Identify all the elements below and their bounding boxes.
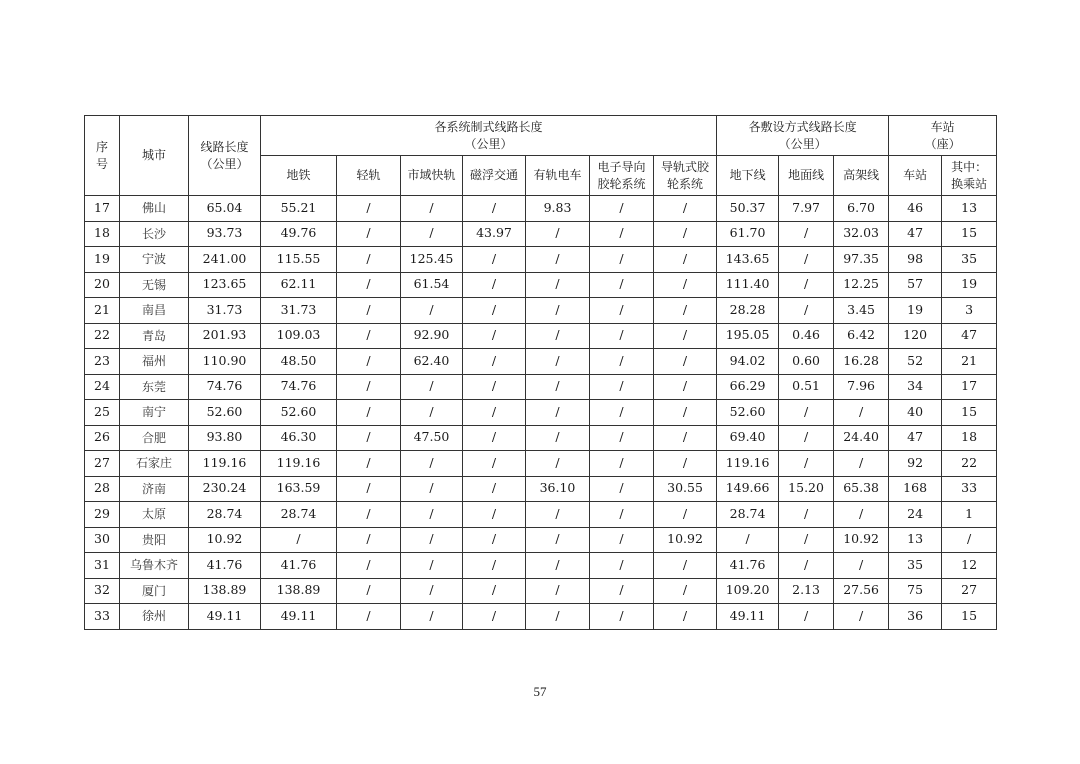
row-city: 青岛 xyxy=(120,323,189,349)
header-transfer: 其中： 换乘站 xyxy=(942,156,997,196)
table-cell: 98 xyxy=(889,247,942,273)
table-row xyxy=(85,425,997,451)
row-seq: 32 xyxy=(85,578,120,604)
table-cell: / xyxy=(401,298,463,324)
row-city: 福州 xyxy=(120,349,189,375)
table-cell: 49.76 xyxy=(261,221,337,247)
table-cell: / xyxy=(463,196,526,222)
table-cell: 30.55 xyxy=(654,476,717,502)
table-cell: / xyxy=(337,502,401,528)
table-cell: 47 xyxy=(942,323,997,349)
table-cell: / xyxy=(337,374,401,400)
table-cell: 35 xyxy=(889,553,942,579)
header-city: 城市 xyxy=(120,116,189,196)
table-cell: / xyxy=(337,425,401,451)
table-cell: 43.97 xyxy=(463,221,526,247)
row-seq: 25 xyxy=(85,400,120,426)
table-row xyxy=(85,374,997,400)
row-seq: 33 xyxy=(85,604,120,630)
header-length: 线路长度 （公里） xyxy=(189,116,261,196)
header-metro: 地铁 xyxy=(261,156,337,196)
table-cell: / xyxy=(337,349,401,375)
header-elevated: 高架线 xyxy=(834,156,889,196)
table-cell: 62.40 xyxy=(401,349,463,375)
row-city: 徐州 xyxy=(120,604,189,630)
table-cell: 41.76 xyxy=(717,553,779,579)
table-cell: 143.65 xyxy=(717,247,779,273)
table-row xyxy=(85,272,997,298)
table-cell: 149.66 xyxy=(717,476,779,502)
table-cell: / xyxy=(337,196,401,222)
table-cell: / xyxy=(463,298,526,324)
table-body xyxy=(85,196,997,630)
table-cell: 46 xyxy=(889,196,942,222)
table-cell: 10.92 xyxy=(189,527,261,553)
table-cell: / xyxy=(401,221,463,247)
row-seq: 23 xyxy=(85,349,120,375)
table-cell: 9.83 xyxy=(526,196,590,222)
table-cell: 97.35 xyxy=(834,247,889,273)
table-cell: / xyxy=(337,578,401,604)
table-cell: 92.90 xyxy=(401,323,463,349)
row-seq: 27 xyxy=(85,451,120,477)
table-cell: / xyxy=(779,502,834,528)
table-cell: / xyxy=(590,476,654,502)
table-cell: / xyxy=(654,272,717,298)
table-cell: 22 xyxy=(942,451,997,477)
header-system-group: 各系统制式线路长度 （公里） xyxy=(261,116,717,156)
table-cell: 109.03 xyxy=(261,323,337,349)
table-cell: 15.20 xyxy=(779,476,834,502)
table-cell: 62.11 xyxy=(261,272,337,298)
table-cell: 31.73 xyxy=(189,298,261,324)
table-cell: 93.80 xyxy=(189,425,261,451)
table-cell: / xyxy=(337,527,401,553)
table-cell: / xyxy=(337,247,401,273)
table-cell: 6.70 xyxy=(834,196,889,222)
table-cell: / xyxy=(654,349,717,375)
header-rubber: 导轨式胶 轮系统 xyxy=(654,156,717,196)
header-ground: 地面线 xyxy=(779,156,834,196)
table-cell: 36 xyxy=(889,604,942,630)
table-cell: / xyxy=(526,578,590,604)
table-cell: 241.00 xyxy=(189,247,261,273)
table-cell: 47 xyxy=(889,425,942,451)
table-cell: 163.59 xyxy=(261,476,337,502)
table-row xyxy=(85,349,997,375)
row-city: 南昌 xyxy=(120,298,189,324)
header-guided: 电子导向 胶轮系统 xyxy=(590,156,654,196)
table-row xyxy=(85,196,997,222)
table-cell: / xyxy=(526,298,590,324)
table-cell: / xyxy=(526,221,590,247)
table-cell: 75 xyxy=(889,578,942,604)
table-cell: / xyxy=(779,527,834,553)
row-seq: 18 xyxy=(85,221,120,247)
table-cell: / xyxy=(401,451,463,477)
table-cell: 93.73 xyxy=(189,221,261,247)
table-cell: / xyxy=(463,527,526,553)
table-cell: 0.60 xyxy=(779,349,834,375)
table-cell: / xyxy=(590,553,654,579)
header-layout-group: 各敷设方式线路长度 （公里） xyxy=(717,116,889,156)
header-suburban: 市域快轨 xyxy=(401,156,463,196)
header-underground: 地下线 xyxy=(717,156,779,196)
table-cell: 31.73 xyxy=(261,298,337,324)
table-cell: / xyxy=(654,221,717,247)
table-cell: 61.70 xyxy=(717,221,779,247)
table-cell: / xyxy=(654,247,717,273)
table-cell: 28.74 xyxy=(717,502,779,528)
table-cell: 40 xyxy=(889,400,942,426)
table-cell: 109.20 xyxy=(717,578,779,604)
table-cell: / xyxy=(590,298,654,324)
table-cell: / xyxy=(401,400,463,426)
table-cell: / xyxy=(401,604,463,630)
table-cell: / xyxy=(463,604,526,630)
table-cell: 111.40 xyxy=(717,272,779,298)
table-cell: 18 xyxy=(942,425,997,451)
table-cell: 13 xyxy=(889,527,942,553)
table-cell: 24.40 xyxy=(834,425,889,451)
table-cell: 21 xyxy=(942,349,997,375)
table-cell: 125.45 xyxy=(401,247,463,273)
table-cell: 28.74 xyxy=(189,502,261,528)
table-cell: 12.25 xyxy=(834,272,889,298)
row-seq: 26 xyxy=(85,425,120,451)
table-cell: 15 xyxy=(942,221,997,247)
table-cell: 35 xyxy=(942,247,997,273)
row-seq: 20 xyxy=(85,272,120,298)
table-cell: 0.46 xyxy=(779,323,834,349)
table-cell: 57 xyxy=(889,272,942,298)
table-cell: 3 xyxy=(942,298,997,324)
table-header xyxy=(85,116,997,196)
table-cell: 28.28 xyxy=(717,298,779,324)
table-row xyxy=(85,400,997,426)
table-cell: 10.92 xyxy=(834,527,889,553)
row-city: 佛山 xyxy=(120,196,189,222)
table-cell: 34 xyxy=(889,374,942,400)
table-cell: / xyxy=(526,323,590,349)
header-seq: 序 号 xyxy=(85,116,120,196)
table-cell: 49.11 xyxy=(261,604,337,630)
table-cell: 74.76 xyxy=(189,374,261,400)
header-tram: 有轨电车 xyxy=(526,156,590,196)
table-cell: / xyxy=(463,323,526,349)
table-cell: / xyxy=(779,247,834,273)
table-cell: / xyxy=(526,527,590,553)
table-cell: / xyxy=(463,578,526,604)
table-cell: / xyxy=(779,221,834,247)
table-cell: 65.38 xyxy=(834,476,889,502)
table-cell: / xyxy=(526,247,590,273)
table-cell: / xyxy=(779,298,834,324)
table-cell: 0.51 xyxy=(779,374,834,400)
table-cell: 52.60 xyxy=(717,400,779,426)
table-row xyxy=(85,476,997,502)
table-cell: 12 xyxy=(942,553,997,579)
table-cell: 1 xyxy=(942,502,997,528)
table-cell: 94.02 xyxy=(717,349,779,375)
table-cell: / xyxy=(654,451,717,477)
table-cell: / xyxy=(463,400,526,426)
table-cell: 36.10 xyxy=(526,476,590,502)
table-cell: / xyxy=(942,527,997,553)
table-cell: / xyxy=(590,502,654,528)
table-cell: / xyxy=(834,553,889,579)
table-cell: / xyxy=(590,323,654,349)
table-cell: / xyxy=(654,425,717,451)
table-cell: 119.16 xyxy=(189,451,261,477)
table-cell: 6.42 xyxy=(834,323,889,349)
table-cell: 230.24 xyxy=(189,476,261,502)
table-cell: / xyxy=(401,374,463,400)
table-cell: / xyxy=(337,604,401,630)
table-cell: 7.96 xyxy=(834,374,889,400)
row-city: 宁波 xyxy=(120,247,189,273)
row-city: 贵阳 xyxy=(120,527,189,553)
table-cell: / xyxy=(779,553,834,579)
table-cell: 48.50 xyxy=(261,349,337,375)
table-cell: / xyxy=(526,604,590,630)
table-cell: 16.28 xyxy=(834,349,889,375)
row-city: 太原 xyxy=(120,502,189,528)
header-light-rail: 轻轨 xyxy=(337,156,401,196)
table-row xyxy=(85,247,997,273)
table-cell: / xyxy=(463,502,526,528)
table-cell: 46.30 xyxy=(261,425,337,451)
table-cell: 27.56 xyxy=(834,578,889,604)
table-cell: 49.11 xyxy=(189,604,261,630)
table-cell: 92 xyxy=(889,451,942,477)
page-number: 57 xyxy=(533,684,547,699)
table-cell: 61.54 xyxy=(401,272,463,298)
table-cell: / xyxy=(590,221,654,247)
row-city: 长沙 xyxy=(120,221,189,247)
table-cell: 115.55 xyxy=(261,247,337,273)
table-cell: / xyxy=(654,553,717,579)
table-cell: 119.16 xyxy=(717,451,779,477)
table-cell: / xyxy=(590,527,654,553)
table-cell: / xyxy=(526,425,590,451)
table-cell: 52.60 xyxy=(189,400,261,426)
row-seq: 29 xyxy=(85,502,120,528)
table-cell: / xyxy=(834,451,889,477)
table-cell: / xyxy=(401,578,463,604)
row-seq: 28 xyxy=(85,476,120,502)
table-cell: 168 xyxy=(889,476,942,502)
table-cell: / xyxy=(654,196,717,222)
table-cell: / xyxy=(654,323,717,349)
table-cell: / xyxy=(401,553,463,579)
table-cell: 47 xyxy=(889,221,942,247)
table-cell: 50.37 xyxy=(717,196,779,222)
table-cell: 201.93 xyxy=(189,323,261,349)
table-cell: / xyxy=(401,527,463,553)
table-cell: 120 xyxy=(889,323,942,349)
row-seq: 22 xyxy=(85,323,120,349)
table-cell: / xyxy=(654,298,717,324)
table-cell: 66.29 xyxy=(717,374,779,400)
table-cell: / xyxy=(590,374,654,400)
table-cell: / xyxy=(526,374,590,400)
table-cell: 55.21 xyxy=(261,196,337,222)
urban-rail-table xyxy=(84,115,997,630)
table-cell: / xyxy=(463,374,526,400)
table-cell: 65.04 xyxy=(189,196,261,222)
table-cell: / xyxy=(401,502,463,528)
table-cell: / xyxy=(654,374,717,400)
table-cell: / xyxy=(779,425,834,451)
table-cell: / xyxy=(337,272,401,298)
table-cell: / xyxy=(779,400,834,426)
table-row xyxy=(85,451,997,477)
table-cell: 10.92 xyxy=(654,527,717,553)
table-row xyxy=(85,527,997,553)
table-cell: 52 xyxy=(889,349,942,375)
table-row xyxy=(85,221,997,247)
table-cell: / xyxy=(590,451,654,477)
table-cell: / xyxy=(717,527,779,553)
row-seq: 19 xyxy=(85,247,120,273)
table-cell: 119.16 xyxy=(261,451,337,477)
row-city: 石家庄 xyxy=(120,451,189,477)
table-cell: 69.40 xyxy=(717,425,779,451)
table-cell: / xyxy=(526,272,590,298)
table-cell: / xyxy=(590,425,654,451)
table-cell: / xyxy=(401,476,463,502)
table-cell: / xyxy=(261,527,337,553)
table-cell: / xyxy=(463,349,526,375)
row-seq: 21 xyxy=(85,298,120,324)
table-row xyxy=(85,578,997,604)
table-cell: / xyxy=(590,349,654,375)
table-cell: 19 xyxy=(889,298,942,324)
row-city: 济南 xyxy=(120,476,189,502)
table-cell: 15 xyxy=(942,400,997,426)
table-row xyxy=(85,604,997,630)
table-cell: 27 xyxy=(942,578,997,604)
table-cell: 138.89 xyxy=(189,578,261,604)
table-cell: / xyxy=(590,400,654,426)
table-cell: / xyxy=(526,400,590,426)
table-cell: / xyxy=(654,502,717,528)
table-cell: / xyxy=(590,247,654,273)
table-cell: 24 xyxy=(889,502,942,528)
table-cell: / xyxy=(337,451,401,477)
table-cell: 49.11 xyxy=(717,604,779,630)
table-cell: 7.97 xyxy=(779,196,834,222)
row-city: 南宁 xyxy=(120,400,189,426)
header-station-group: 车站 （座） xyxy=(889,116,997,156)
table-cell: / xyxy=(590,578,654,604)
table-cell: / xyxy=(337,298,401,324)
table-row xyxy=(85,553,997,579)
row-city: 东莞 xyxy=(120,374,189,400)
row-seq: 24 xyxy=(85,374,120,400)
table-cell: 138.89 xyxy=(261,578,337,604)
table-cell: / xyxy=(463,247,526,273)
row-city: 厦门 xyxy=(120,578,189,604)
row-seq: 30 xyxy=(85,527,120,553)
table-cell: 47.50 xyxy=(401,425,463,451)
table-cell: / xyxy=(463,272,526,298)
table-cell: 32.03 xyxy=(834,221,889,247)
table-cell: / xyxy=(654,578,717,604)
table-cell: / xyxy=(779,604,834,630)
table-cell: 28.74 xyxy=(261,502,337,528)
table-cell: / xyxy=(337,553,401,579)
table-cell: / xyxy=(337,221,401,247)
table-cell: 110.90 xyxy=(189,349,261,375)
table-cell: / xyxy=(834,502,889,528)
table-cell: / xyxy=(337,400,401,426)
table-cell: 123.65 xyxy=(189,272,261,298)
header-maglev: 磁浮交通 xyxy=(463,156,526,196)
table-cell: / xyxy=(590,196,654,222)
row-seq: 17 xyxy=(85,196,120,222)
table-cell: / xyxy=(337,323,401,349)
table-cell: / xyxy=(463,451,526,477)
row-city: 乌鲁木齐 xyxy=(120,553,189,579)
table-cell: 3.45 xyxy=(834,298,889,324)
table-row xyxy=(85,298,997,324)
table-cell: 2.13 xyxy=(779,578,834,604)
table-cell: 33 xyxy=(942,476,997,502)
table-cell: / xyxy=(654,400,717,426)
table-cell: / xyxy=(526,451,590,477)
table-cell: / xyxy=(463,425,526,451)
row-city: 合肥 xyxy=(120,425,189,451)
table-cell: / xyxy=(590,604,654,630)
table-cell: / xyxy=(401,196,463,222)
row-seq: 31 xyxy=(85,553,120,579)
table-cell: / xyxy=(834,604,889,630)
table-cell: / xyxy=(779,272,834,298)
table-cell: / xyxy=(526,502,590,528)
table-cell: / xyxy=(590,272,654,298)
table-cell: / xyxy=(654,604,717,630)
table-cell: / xyxy=(463,476,526,502)
table-cell: 195.05 xyxy=(717,323,779,349)
table-cell: / xyxy=(834,400,889,426)
table-cell: 17 xyxy=(942,374,997,400)
table-cell: 41.76 xyxy=(261,553,337,579)
table-cell: 41.76 xyxy=(189,553,261,579)
table-cell: / xyxy=(337,476,401,502)
table-cell: / xyxy=(463,553,526,579)
table-cell: 15 xyxy=(942,604,997,630)
table-cell: / xyxy=(779,451,834,477)
table-cell: 74.76 xyxy=(261,374,337,400)
header-stations: 车站 xyxy=(889,156,942,196)
table-cell: / xyxy=(526,349,590,375)
table-cell: 19 xyxy=(942,272,997,298)
row-city: 无锡 xyxy=(120,272,189,298)
table-row xyxy=(85,502,997,528)
table-cell: 13 xyxy=(942,196,997,222)
table-row xyxy=(85,323,997,349)
table-cell: / xyxy=(526,553,590,579)
table-cell: 52.60 xyxy=(261,400,337,426)
